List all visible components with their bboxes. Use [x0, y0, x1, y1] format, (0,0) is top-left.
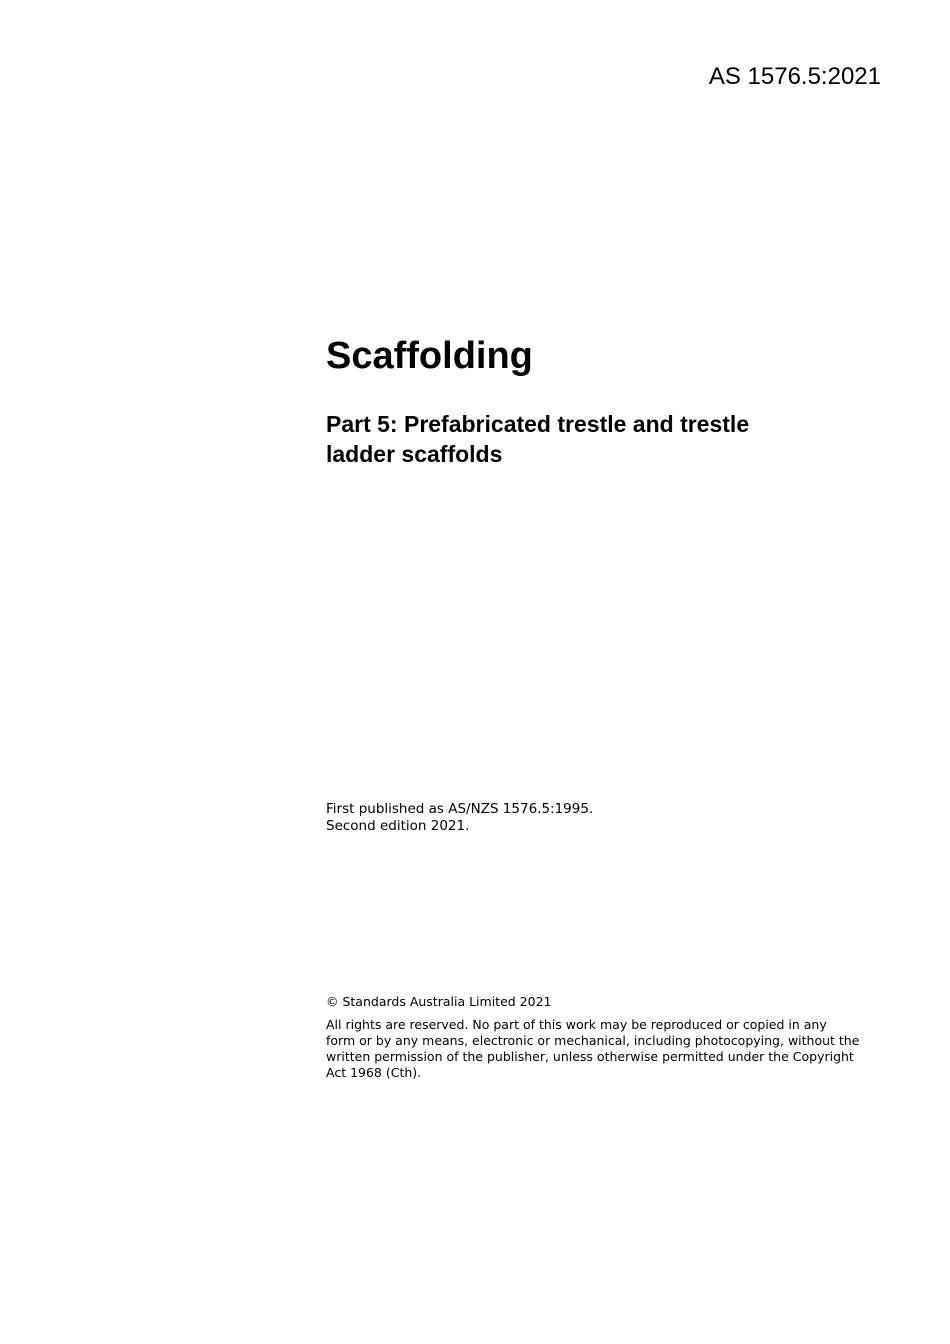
rights-line: written permission of the publisher, unless otherwise permitted under the Copyright [326, 1049, 854, 1064]
rights-line: Act 1968 (Cth). [326, 1065, 422, 1080]
copyright-notice: © Standards Australia Limited 2021 [326, 994, 552, 1009]
publication-history [326, 801, 593, 835]
edition-line: Second edition 2021. [326, 818, 470, 834]
document-subtitle [326, 409, 826, 469]
rights-line: form or by any means, electronic or mechanical, including photocopying, without the [326, 1033, 860, 1048]
subtitle-line: ladder scaffolds [326, 441, 503, 467]
document-title: Scaffolding [326, 335, 533, 377]
rights-line: All rights are reserved. No part of this work may be reproduced or copied in any [326, 1017, 827, 1032]
standard-number: AS 1576.5:2021 [708, 63, 881, 90]
rights-statement [326, 1017, 859, 1081]
first-published-line: First published as AS/NZS 1576.5:1995. [326, 801, 594, 817]
subtitle-line: Part 5: Prefabricated trestle and trestle [326, 411, 750, 437]
